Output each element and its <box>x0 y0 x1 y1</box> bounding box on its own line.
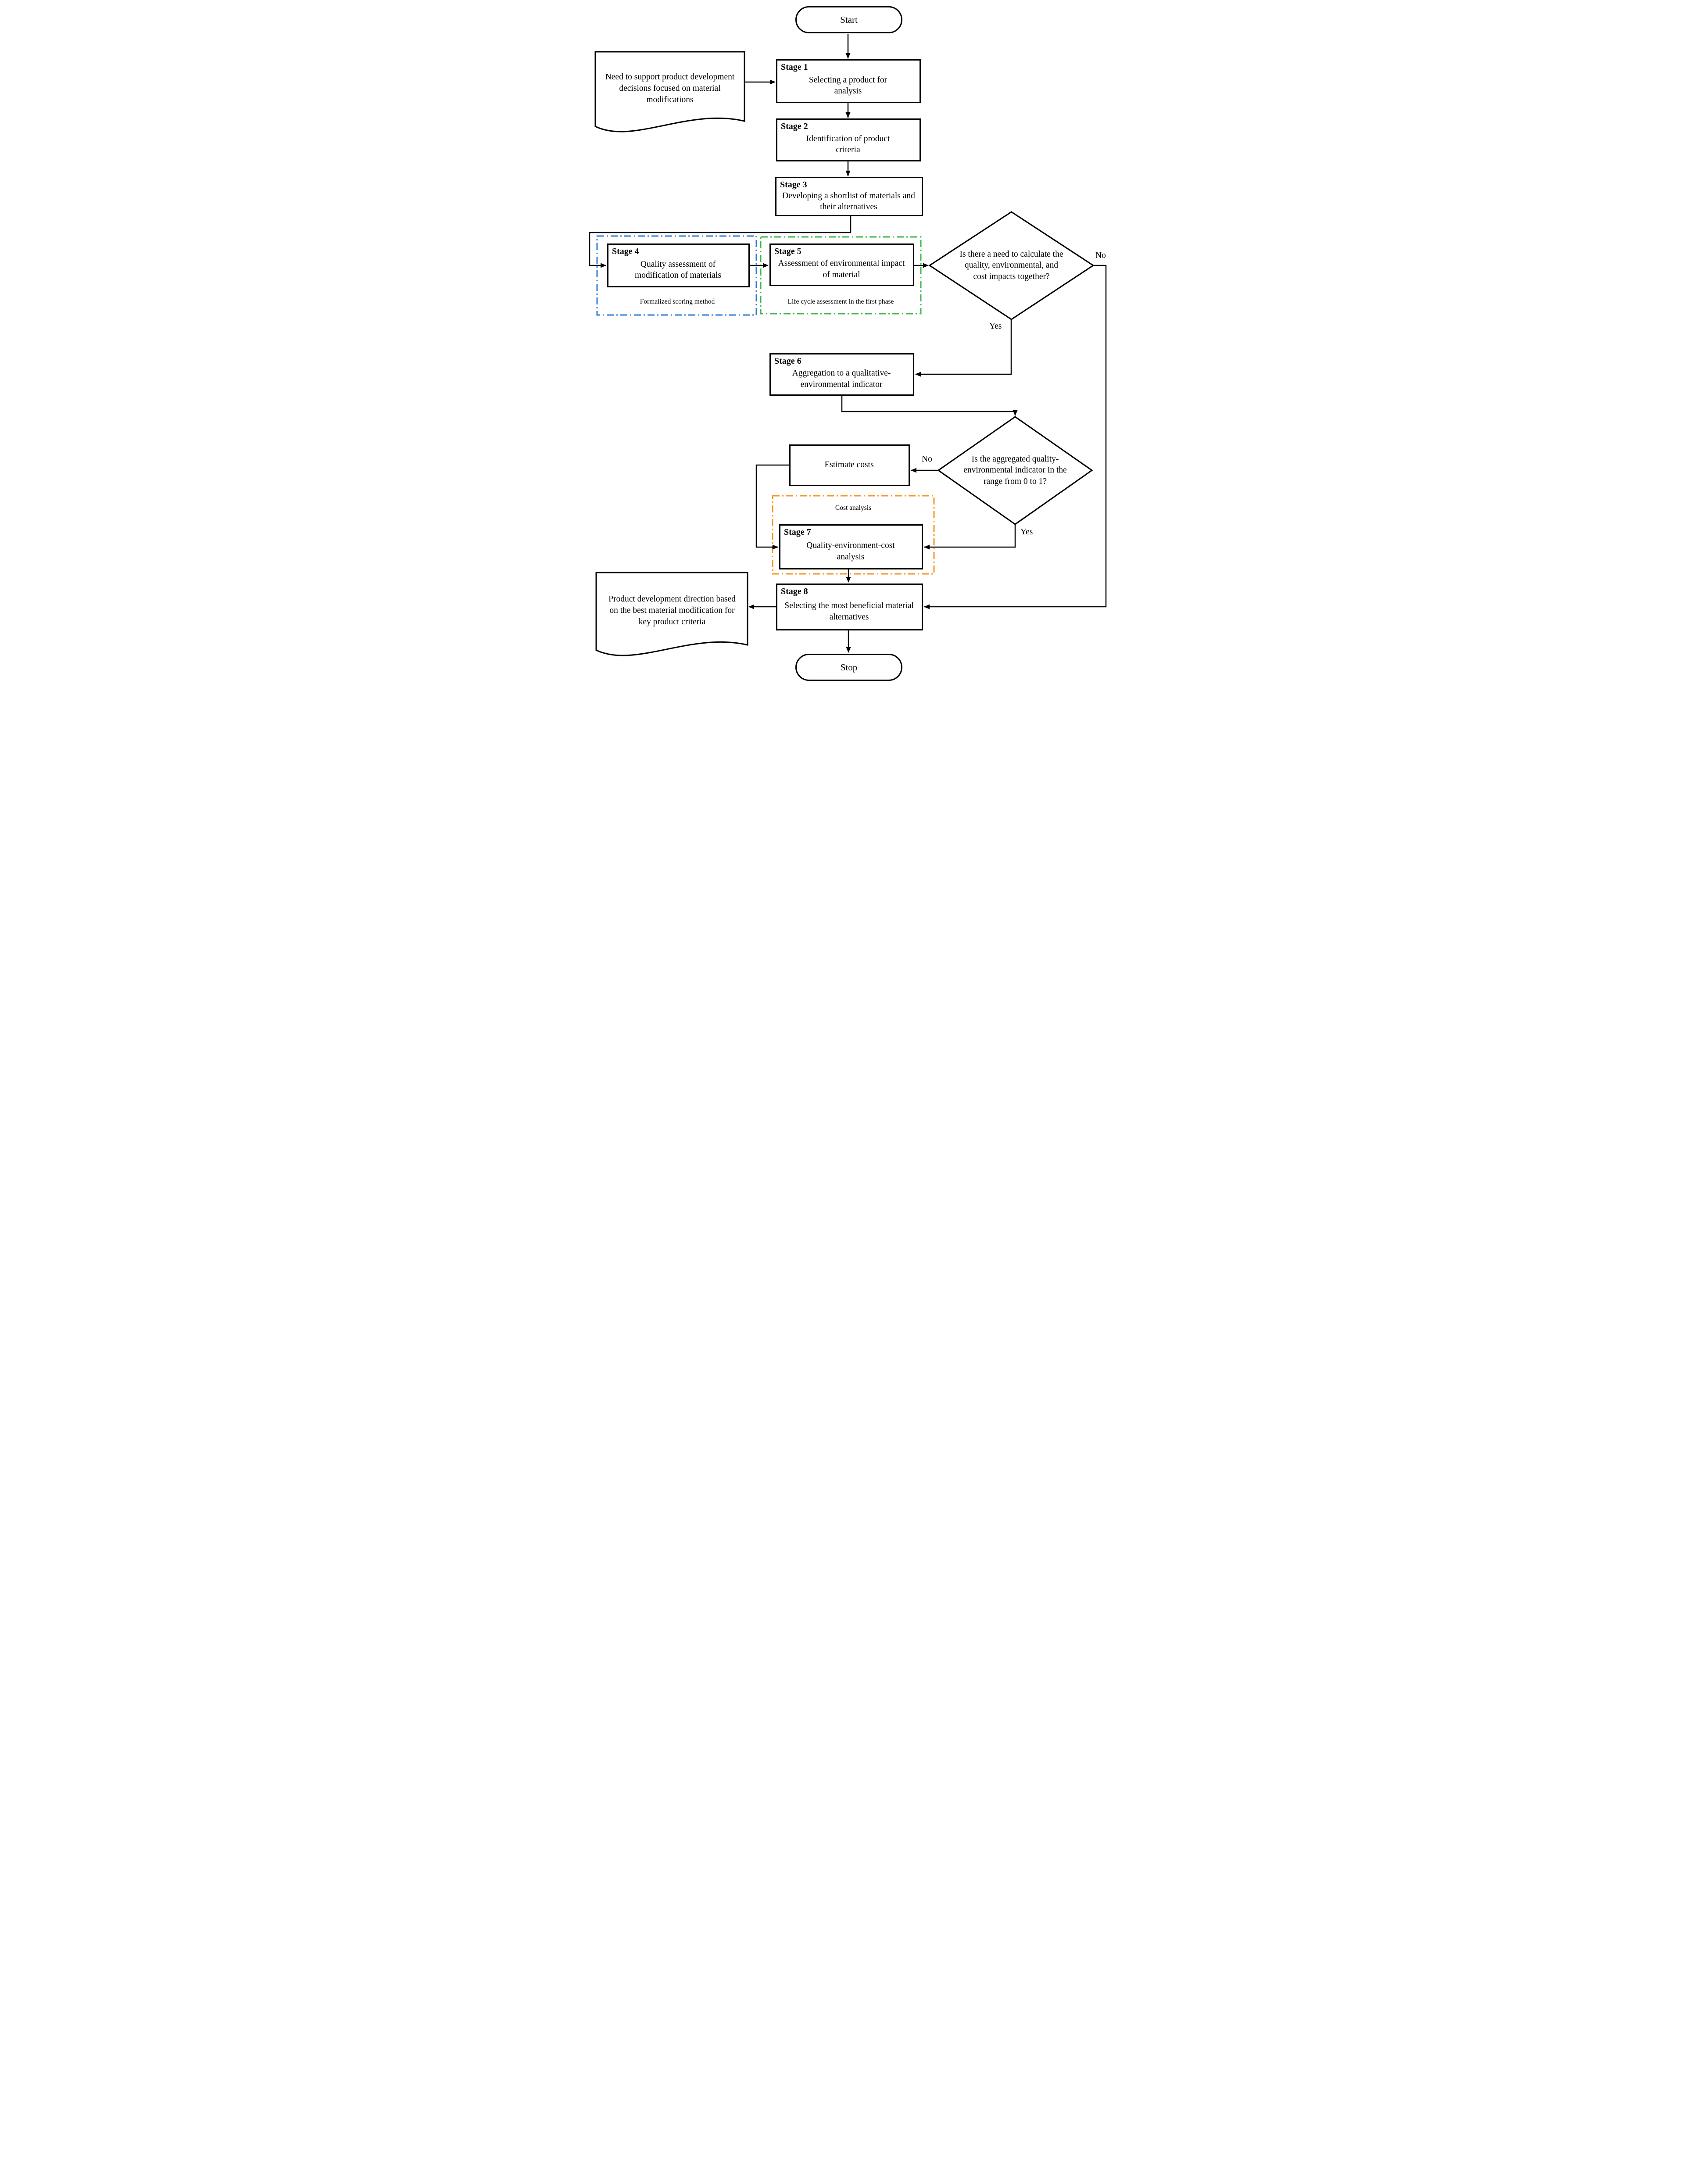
start-terminal <box>795 6 902 33</box>
edge-decision2-yes-stage7 <box>924 524 1015 547</box>
cost-group-caption: Cost analysis <box>835 504 872 512</box>
stage7-box <box>779 524 923 569</box>
environmental-group-caption: Life cycle assessment in the first phase <box>787 298 894 305</box>
decision1-no-label: No <box>1095 251 1106 260</box>
stage8-box <box>776 584 923 630</box>
stage1-box <box>776 59 921 103</box>
stage6-title: Stage 6 <box>774 356 801 366</box>
start-label: Start <box>840 14 858 25</box>
stage3-title: Stage 3 <box>780 180 807 190</box>
estimate-costs-label: Estimate costs <box>824 460 874 469</box>
stage3-box <box>775 177 923 216</box>
decision1-yes-label: Yes <box>989 322 1002 331</box>
flowchart-canvas <box>583 0 1113 683</box>
stage6-box <box>769 353 914 396</box>
stage3-label: Developing a shortlist of materials and their alternatives <box>782 191 915 212</box>
stage2-label: Identification of product criteria <box>806 134 890 154</box>
decision2-text: Is the aggregated quality-environmental indicator in the range from 0 to 1? <box>963 454 1067 486</box>
edge-stage6-decision2 <box>842 396 1015 415</box>
stage5-title: Stage 5 <box>774 247 801 256</box>
decision1-text: Is there a need to calculate the quality, environmental, and cost impacts together? <box>959 249 1063 281</box>
estimate-costs-box <box>789 444 910 486</box>
stage1-title: Stage 1 <box>781 62 808 72</box>
stage2-title: Stage 2 <box>781 122 808 131</box>
stage8-label: Selecting the most beneficial material alternatives <box>784 601 914 622</box>
output-document-text: Product development direction based on the best material modification for key product criteria <box>608 594 736 627</box>
stage5-label: Assessment of environmental impact of material <box>778 259 905 279</box>
decision2-no-label: No <box>922 455 932 464</box>
stage4-title: Stage 4 <box>612 247 639 256</box>
input-document-text: Need to support product development decisions focused on material modifications <box>605 72 735 105</box>
stage4-box <box>607 243 750 287</box>
stop-terminal <box>795 654 902 681</box>
stage4-label: Quality assessment of modification of materials <box>634 259 722 280</box>
stage6-label: Aggregation to a qualitative-environmental indicator <box>792 369 891 389</box>
stop-label: Stop <box>840 662 858 673</box>
stage7-label: Quality-environment-cost analysis <box>806 541 895 562</box>
quality-group-caption: Formalized scoring method <box>640 298 715 305</box>
stage8-title: Stage 8 <box>781 587 808 596</box>
stage5-box <box>769 243 914 286</box>
decision2-yes-label: Yes <box>1020 527 1033 537</box>
stage1-label: Selecting a product for analysis <box>809 75 887 96</box>
stage7-title: Stage 7 <box>784 527 811 537</box>
stage2-box <box>776 118 921 161</box>
